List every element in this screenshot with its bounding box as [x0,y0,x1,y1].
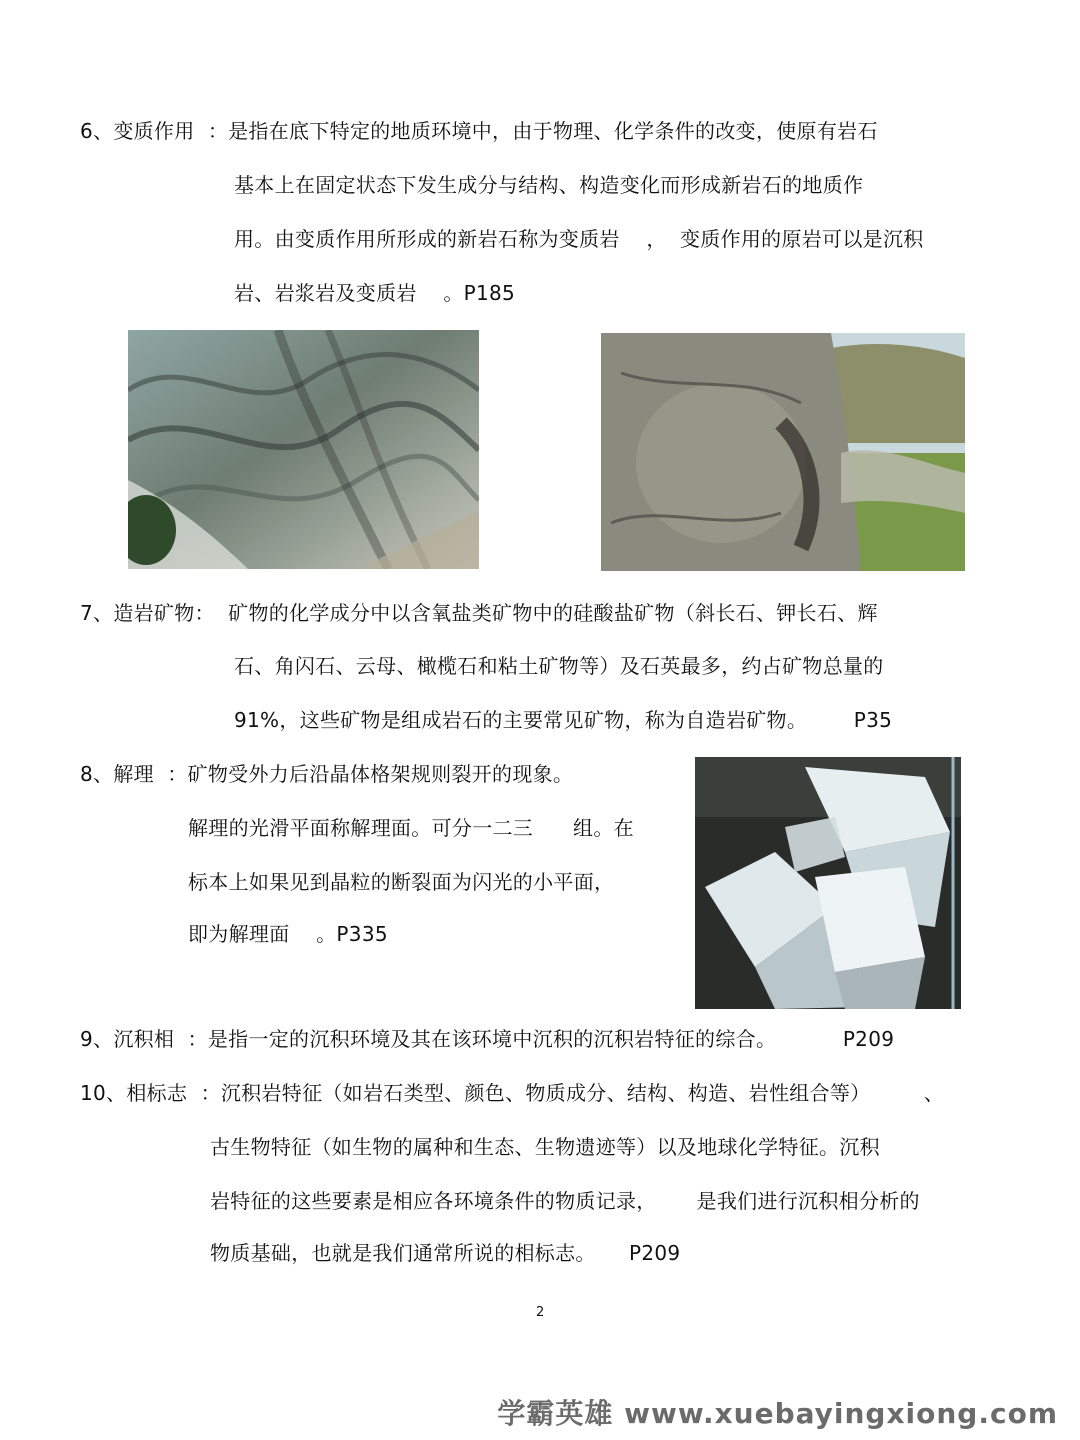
entry-7-line-3: 91%，这些矿物是组成岩石的主要常见矿物，称为自造岩矿物。 P35 [234,708,893,732]
folded-rock-photo [128,330,479,569]
page-number: 2 [536,1305,545,1320]
rock-outcrop-photo [601,333,965,571]
entry-6-line-3: 用。由变质作用所形成的新岩石称为变质岩 ， 变质作用的原岩可以是沉积 [234,227,924,251]
entry-6-line-2: 基本上在固定状态下发生成分与结构、构造变化而形成新岩石的地质作 [234,173,864,197]
entry-8-line-3: 标本上如果见到晶粒的断裂面为闪光的小平面， [188,870,615,894]
entry-10-line-1: 10、相标志 ：沉积岩特征（如岩石类型、颜色、物质成分、结构、构造、岩性组合等） 、 [80,1081,945,1105]
entry-10-line-3: 岩特征的这些要素是相应各环境条件的物质记录， 是我们进行沉积相分析的 [210,1189,920,1213]
entry-6-line-4: 岩、岩浆岩及变质岩 。P185 [234,281,516,305]
crystal-cleavage-photo [695,757,961,1009]
watermark: 学霸英雄 www.xuebayingxiong.com [497,1397,1058,1430]
entry-7-line-1: 7、造岩矿物： 矿物的化学成分中以含氧盐类矿物中的硅酸盐矿物（斜长石、钾长石、辉 [80,601,878,625]
entry-7-line-2: 石、角闪石、云母、橄榄石和粘土矿物等）及石英最多，约占矿物总量的 [234,654,884,678]
entry-6-line-1: 6、变质作用 ：是指在底下特定的地质环境中，由于物理、化学条件的改变，使原有岩石 [80,119,878,143]
entry-10-line-2: 古生物特征（如生物的属种和生态、生物遗迹等）以及地球化学特征。沉积 [210,1135,880,1159]
entry-10-line-4: 物质基础，也就是我们通常所说的相标志。 P209 [210,1241,681,1265]
entry-8-line-1: 8、解理 ：矿物受外力后沿晶体格架规则裂开的现象。 [80,762,574,786]
entry-9-line-1: 9、沉积相 ：是指一定的沉积环境及其在该环境中沉积的沉积岩特征的综合。 P209 [80,1027,895,1051]
entry-8-line-4: 即为解理面 。P335 [188,922,388,946]
entry-8-line-2: 解理的光滑平面称解理面。可分一二三 组。在 [188,816,634,840]
